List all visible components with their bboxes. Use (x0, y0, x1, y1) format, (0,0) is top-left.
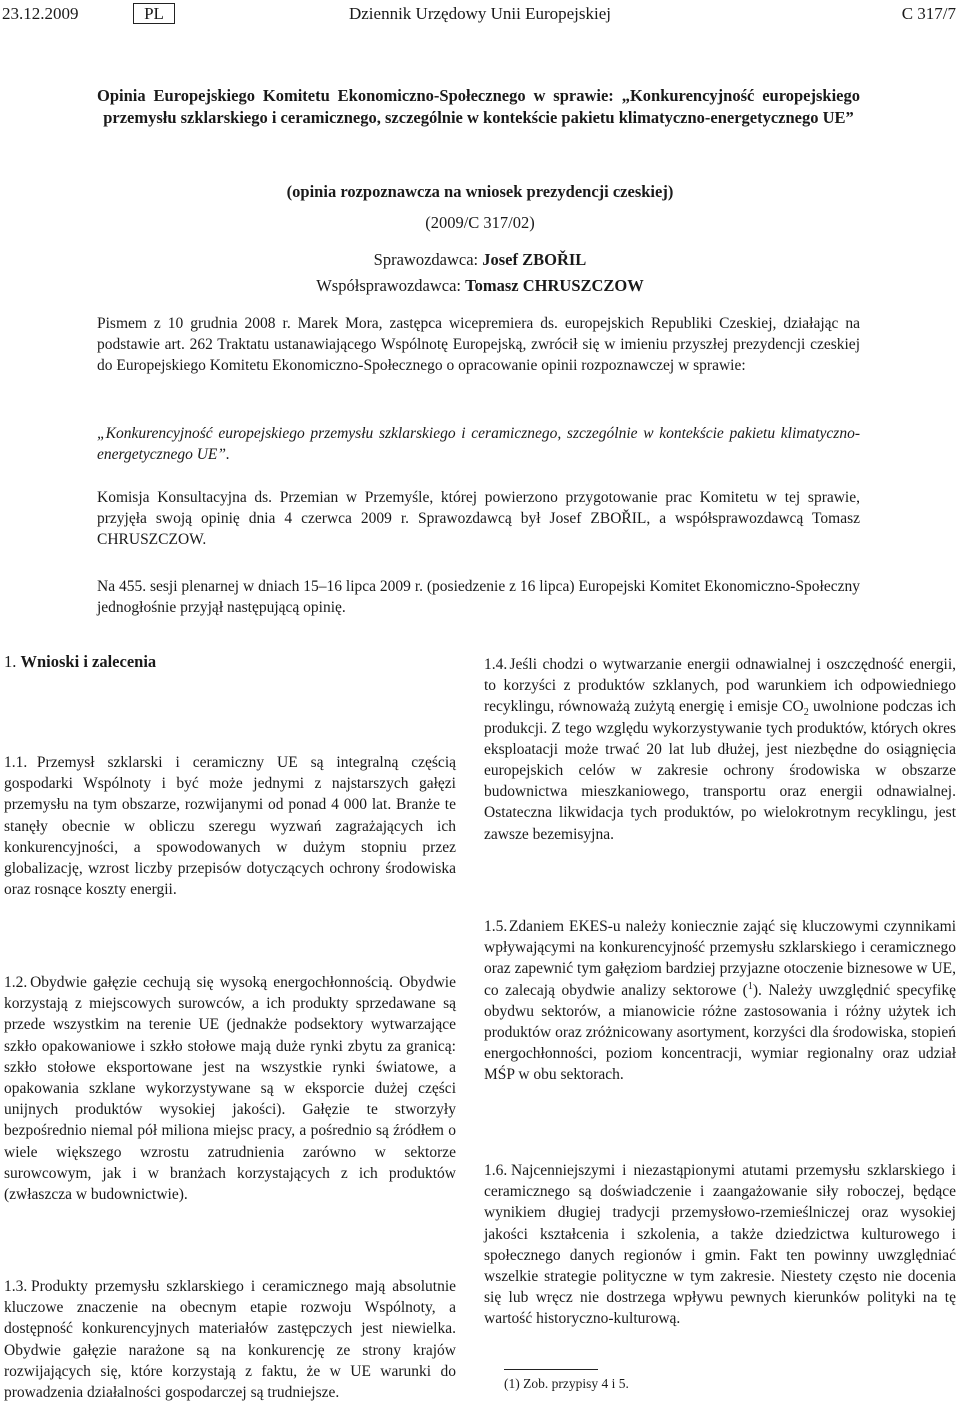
footnote-text: Zob. przypisy 4 i 5. (523, 1376, 629, 1391)
section-number: 1. (4, 652, 17, 671)
corapporteur-name: Tomasz CHRUSZCZOW (465, 276, 644, 295)
footnote-ref[interactable]: 1 (747, 980, 753, 992)
paragraph-text: Jeśli chodzi o wytwarzanie energii odnawialnej i oszczędność energii, to korzyści z produktów szklanych, pod warunkiem ich odpowiedniego recyklingu, równoważą zużytą energię i emisje CO (484, 656, 956, 716)
corapporteur-label: Współsprawozdawca: (316, 276, 466, 295)
page-reference: C 317/7 (901, 4, 956, 23)
intro-quote: „Konkurencyjność europejskiego przemysłu szklarskiego i ceramicznego, szczególnie w kontekście pakietu klimatyczno-energetycznego UE”. (97, 425, 860, 464)
paragraph-number: 1.4. (484, 656, 508, 673)
footnote (504, 1375, 629, 1393)
paragraph-text-cont: uwolnione podczas ich produkcji. Z tego względu wykorzystywanie tych produktów, których okres eksploatacji może trwać 20 lat lub dłużej, jest niezbędne do osiągnięcia europejskich celów w zakresie ochrony środowiska w obszarze budownictwa mieszkaniowego, transportu oraz energii odnawialnej. Ostateczna likwidacja tych produktów, po wielokrotnym recyklingu, jest zawsze bezemisyjna. (484, 698, 957, 843)
corapporteur (0, 275, 960, 296)
paragraph-text: Obydwie gałęzie cechują się wysoką energochłonnością. Obydwie korzystają z miejscowych surowców, a ich produkty sprzedawane są przede wszystkim na terenie UE (jednakże podsektory wytwarzające szkło opakowaniowe i szkło stołowe mają duże rynki zbytu za granicą: szkło stołowe eksportowane jest na wszystkie rynki światowe, a opakowania szklane wykorzystywane są w eksporcie dużej części unijnych produktów wysokiej jakości). Gałęzie te stworzyły bezpośrednio niemal pół miliona miejsc pracy, a pośrednio są źródłem o wiele większego wzrostu zatrudnienia zarówno w sektorze surowcowym, jak i w branżach korzystających z ich produktów (zwłaszcza w budownictwie). (4, 974, 456, 1204)
footnote-divider (504, 1369, 598, 1370)
paragraph-1-2 (4, 972, 456, 1205)
document-title: Opinia Europejskiego Komitetu Ekonomiczno-Społecznego w sprawie: „Konkurencyjność europejskiego przemysłu szklarskiego i ceramicznego, szczególnie w kontekście pakietu klimatyczno-energetycznego UE” (97, 86, 860, 127)
rapporteur-name: Josef ZBOŘIL (482, 250, 587, 269)
intro-paragraph-1: Pismem z 10 grudnia 2008 r. Marek Mora, zastępca wicepremiera ds. europejskich Republiki Czeskiej, działając na podstawie art. 262 Traktatu ustanawiającego Wspólnotę Europejską, zwrócił się w imieniu przyszłej prezydencji czeskiej do Europejskiego Komitetu Ekonomiczno-Społecznego o opracowanie opinii rozpoznawczej w sprawie: (97, 315, 860, 375)
page-header (0, 3, 960, 25)
rapporteur-label: Sprawozdawca: (373, 250, 483, 269)
footnote-mark: (1) (504, 1376, 520, 1391)
section-title: Wnioski i zalecenia (20, 652, 157, 671)
paragraph-1-4 (484, 654, 956, 845)
document-subtitle: (opinia rozpoznawcza na wniosek prezydencji czeskiej) (286, 182, 674, 201)
paragraph-number: 1.3. (4, 1278, 28, 1295)
paragraph-1-6 (484, 1160, 956, 1330)
paragraph-number: 1.2. (4, 974, 28, 991)
rapporteur (0, 249, 960, 270)
paragraph-text-cont: ). Należy uwzględnić specyfikę obydwu sektorów, a mianowicie różne zastosowania i różny użytek ich produktów oraz zróżnicowany asortyment, korzyści dla środowiska, stopień energochłonności, poziom koncentracji, wymiar regionalny oraz udział MŚP w obu sektorach. (484, 981, 956, 1084)
paragraph-1-3 (4, 1276, 456, 1403)
subscript: 2 (803, 707, 809, 719)
publication-date: 23.12.2009 (2, 4, 79, 23)
paragraph-text: Produkty przemysłu szklarskiego i ceramicznego mają absolutnie kluczowe znaczenie na obecnym etapie rozwoju Wspólnoty, a dostępność konkurencyjnych materiałów zastępczych jest niewielka. Obydwie gałęzie narażone są na konkurencję ze strony krajów rozwijających się, które korzystają z faktu, że w UE warunki do prowadzenia działalności gospodarczej są trudniejsze. (4, 1278, 457, 1402)
journal-name: Dziennik Urzędowy Unii Europejskiej (348, 4, 611, 23)
document-id: (2009/C 317/02) (425, 213, 535, 232)
intro-paragraph-3: Na 455. sesji plenarnej w dniach 15–16 lipca 2009 r. (posiedzenie z 16 lipca) Europejski Komitet Ekonomiczno-Społeczny jednogłośnie przyjął następującą opinię. (97, 578, 860, 617)
paragraph-1-1 (4, 752, 456, 900)
paragraph-number: 1.5. (484, 918, 508, 935)
language-badge: PL (133, 3, 175, 24)
paragraph-text: Zdaniem EKES-u należy koniecznie zająć się kluczowymi czynnikami wpływającymi na konkurencyjność przemysłu szklarskiego i ceramicznego oraz zapewnić tym gałęziom bardziej przyjazne otoczenie biznesowe w UE, co zalecają obydwie analizy sektorowe ( (484, 918, 956, 999)
paragraph-text: Przemysł szklarski i ceramiczny UE są integralną częścią gospodarki Wspólnoty i być może jednymi z najstarszych gałęzi przemysłu na tym obszarze, rozwijanymi od ponad 4 000 lat. Branże te stanęły obecnie w obliczu szeregu wyzwań zagrażających ich konkurencyjności, a spowodowanych w dużym stopniu przez globalizację, wzrost liczby przepisów dotyczących ochrony środowiska oraz rosnące koszty energii. (4, 754, 457, 899)
paragraph-number: 1.6. (484, 1162, 508, 1179)
intro-paragraph-2: Komisja Konsultacyjna ds. Przemian w Przemyśle, której powierzono przygotowanie prac Komitetu w tej sprawie, przyjęła swoją opinię dnia 4 czerwca 2009 r. Sprawozdawcą był Josef ZBOŘIL, a współsprawozdawcą Tomasz CHRUSZCZOW. (97, 489, 860, 549)
section-heading (4, 651, 156, 672)
paragraph-text: Najcenniejszymi i niezastąpionymi atutami przemysłu szklarskiego i ceramicznego są doświadczenie i zaangażowanie siły roboczej, będące wynikiem długiej tradycji przemysłowo-rzemieślniczej oraz wysokiej jakości kształcenia i szkolenia, a także dziedzictwa kulturowego i społecznego danych regionów i gmin. Fakt ten powinny uwzględniać wszelkie strategie polityczne w tym zakresie. Niestety często nie docenia się lub wręcz nie dostrzega wpływu pewnych kierunków polityki na tę wartość historyczno-kulturową. (484, 1162, 956, 1328)
paragraph-1-5 (484, 916, 956, 1086)
paragraph-number: 1.1. (4, 754, 28, 771)
